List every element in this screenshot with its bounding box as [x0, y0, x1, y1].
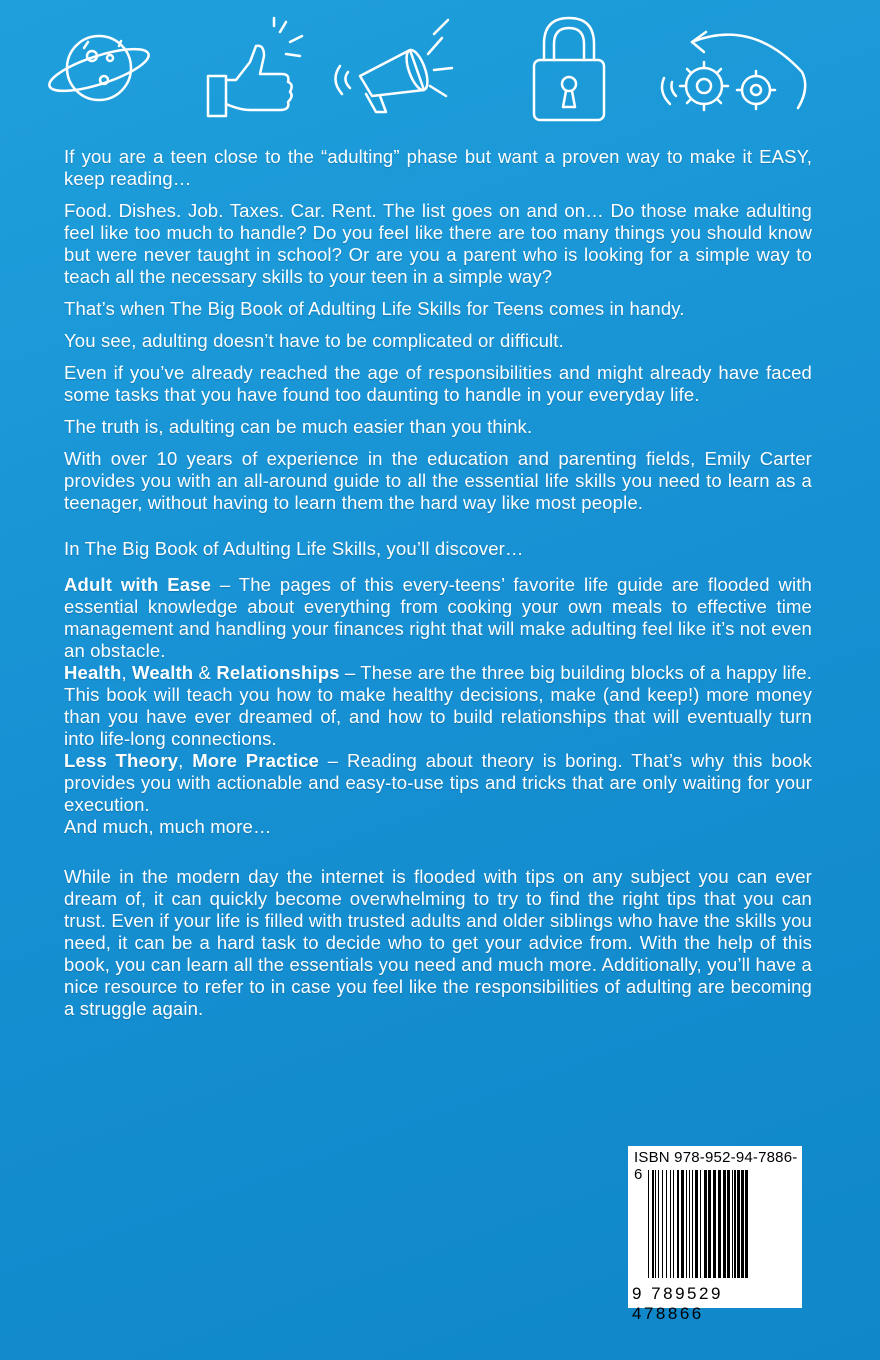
intro-paragraph-3: That’s when The Big Book of Adulting Life Skills for Teens comes in handy.	[64, 298, 685, 319]
barcode-bar	[686, 1170, 687, 1278]
feature-item: Less Theory, More Practice – Reading about theory is boring. That’s why this book provides you with actionable and easy-to-use tips and tricks that are only waiting for your execution.	[64, 750, 812, 815]
barcode-bar	[695, 1170, 698, 1278]
feature-title: Adult with Ease	[64, 574, 212, 595]
isbn-label: ISBN 978-952-94-7886-6	[634, 1149, 798, 1183]
megaphone-icon	[330, 14, 470, 124]
feature-item	[64, 574, 812, 662]
barcode-bar	[677, 1170, 679, 1278]
intro-paragraph-5: Even if you’ve already reached the age of responsibilities and might already have faced some tasks that you have found too daunting to handle in your everyday life.	[64, 362, 812, 405]
barcode-bar	[655, 1170, 656, 1278]
barcode-bar	[666, 1170, 667, 1278]
feature-item: Health, Wealth & Relationships – These are the three big building blocks of a happy life. This book will teach you how to make healthy decisions, make (and keep!) more money than you have ever dreamed of, and how to build relationships that will eventually turn into life-long connections.	[64, 662, 812, 749]
feature-title: Relationships	[216, 662, 340, 683]
intro-paragraph-6: The truth is, adulting can be much easier than you think.	[64, 416, 533, 437]
icon-row	[0, 10, 880, 130]
barcode-bar	[732, 1170, 733, 1278]
barcode-bar	[689, 1170, 690, 1278]
barcode-bar	[681, 1170, 684, 1278]
barcode-bar	[658, 1170, 659, 1278]
barcode-bar	[670, 1170, 671, 1278]
padlock-icon	[524, 12, 614, 130]
much-more: And much, much more…	[64, 816, 272, 837]
barcode-bar	[662, 1170, 663, 1278]
barcode-bar	[713, 1170, 716, 1278]
barcode-bar	[737, 1170, 740, 1278]
isbn-digits: 9 789529 478866	[632, 1284, 723, 1323]
feature-title: More Practice	[192, 750, 319, 771]
barcode-bar	[745, 1170, 748, 1278]
intro-paragraph-4: You see, adulting doesn’t have to be complicated or difficult.	[64, 330, 564, 351]
discover-heading: In The Big Book of Adulting Life Skills, you’ll discover…	[64, 538, 524, 559]
barcode-bar	[673, 1170, 674, 1278]
barcode-bar	[700, 1170, 701, 1278]
gears-icon	[652, 18, 812, 126]
intro-paragraph-2: Food. Dishes. Job. Taxes. Car. Rent. The list goes on and on… Do those make adulting feel like too much to handle? Do you feel like there are too many things you should know but were never taught in school? Or are you a parent who is looking for a simple way to teach all the necessary skills to your teen in a simple way?	[64, 200, 812, 287]
barcode-bar	[723, 1170, 726, 1278]
feature-text: – Reading about theory is boring. That’s why this book provides you with actionable and easy-to-use tips and tricks that are only waiting for your execution.	[64, 750, 812, 815]
thumbs-up-icon	[200, 16, 320, 122]
feature-title: Health	[64, 662, 122, 683]
intro-paragraph-7: With over 10 years of experience in the education and parenting fields, Emily Carter provides you with an all-around guide to all the essential life skills you need to learn as a teenager, without having to learn them the hard way like most people.	[64, 448, 812, 513]
feature-title: Wealth	[132, 662, 194, 683]
barcode-bar	[648, 1170, 649, 1278]
feature-title: Less Theory	[64, 750, 179, 771]
barcode-bar	[718, 1170, 721, 1278]
intro-paragraph-1: If you are a teen close to the “adulting” phase but want a proven way to make it EASY, keep reading…	[64, 146, 812, 189]
planet-icon	[44, 18, 154, 118]
barcode	[648, 1170, 786, 1282]
barcode-bar	[727, 1170, 730, 1278]
closing-paragraph: While in the modern day the internet is flooded with tips on any subject you can ever dream of, it can quickly become overwhelming to try to find the right tips that you can trust. Even if your life is filled with trusted adults and older siblings who have the skills you need, it can be a hard task to decide who to get your advice from. With the help of this book, you can learn all the essentials you need and much more. Additionally, you’ll have a nice resource to refer to in case you feel like the responsibilities of adulting are becoming a struggle again.	[64, 866, 812, 1019]
barcode-bar	[734, 1170, 736, 1278]
barcode-bar	[704, 1170, 707, 1278]
barcode-bar	[741, 1170, 744, 1278]
barcode-bar	[652, 1170, 654, 1278]
barcode-bar	[708, 1170, 711, 1278]
back-cover-copy	[64, 146, 812, 1030]
feature-text: – These are the three big building blocks of a happy life. This book will teach you how to make healthy decisions, make (and keep!) more money than you have ever dreamed of, and how to build relationships that will eventually turn into life-long connections.	[64, 662, 812, 749]
isbn-barcode-box	[628, 1146, 802, 1323]
barcode-bar	[692, 1170, 693, 1278]
feature-text: – The pages of this every-teens’ favorite life guide are flooded with essential knowledge about everything from cooking your own meals to effective time management and handling your finances right that will make adulting feel like it’s not even an obstacle.	[64, 574, 812, 661]
